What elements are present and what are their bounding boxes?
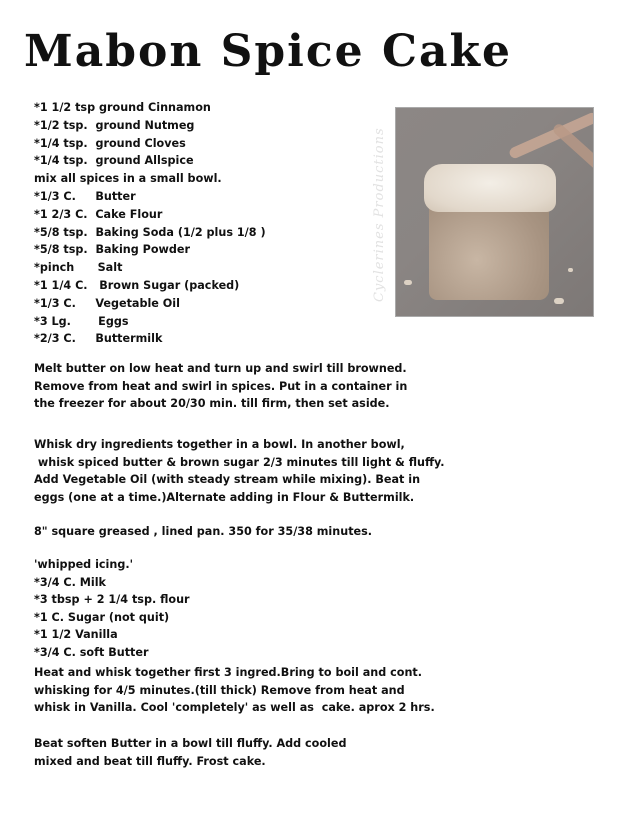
instruction-line: whisking for 4/5 minutes.(till thick) Remove from heat and xyxy=(34,683,405,697)
ingredient-item: *1/3 C. Vegetable Oil xyxy=(34,296,180,310)
icing-heading: 'whipped icing.' xyxy=(34,558,134,571)
ingredient-list xyxy=(34,99,384,348)
instruction-line: Whisk dry ingredients together in a bowl. In another bowl, xyxy=(34,438,405,451)
recipe-title: Mabon Spice Cake xyxy=(24,26,513,77)
icing-item: *3/4 C. Milk xyxy=(34,575,106,589)
instruction-line: mixed and beat till fluffy. Frost cake. xyxy=(34,754,266,768)
bake-instructions xyxy=(34,523,624,541)
icing-item: *1 C. Sugar (not quit) xyxy=(34,610,170,624)
photo-watermark: Cyclerines Productions xyxy=(372,127,387,303)
ingredient-note: mix all spices in a small bowl. xyxy=(34,172,222,186)
ingredient-item: *1/4 tsp. ground Allspice xyxy=(34,154,194,168)
ingredient-item: *1 2/3 C. Cake Flour xyxy=(34,207,163,221)
ingredient-item: *1 1/2 tsp ground Cinnamon xyxy=(34,101,211,114)
ingredient-item: *1/3 C. Butter xyxy=(34,189,136,203)
instruction-line: whisk spiced butter & brown sugar 2/3 minutes till light & fluffy. xyxy=(34,455,445,469)
cake-photo xyxy=(395,107,594,317)
icing-item: *3 tbsp + 2 1/4 tsp. flour xyxy=(34,593,190,607)
instruction-line: Add Vegetable Oil (with steady stream while mixing). Beat in xyxy=(34,473,421,487)
cake-slice xyxy=(429,200,549,300)
cake-frosting xyxy=(424,164,556,212)
crumb xyxy=(568,268,573,272)
ingredient-item: *1 1/4 C. Brown Sugar (packed) xyxy=(34,278,240,292)
instruction-line: Heat and whisk together first 3 ingred.Bring to boil and cont. xyxy=(34,666,423,679)
crumb xyxy=(404,280,412,285)
ingredient-item: *3 Lg. Eggs xyxy=(34,314,129,328)
icing-item: *3/4 C. soft Butter xyxy=(34,645,149,659)
batter-instructions xyxy=(34,436,624,506)
ingredient-item: *5/8 tsp. Baking Powder xyxy=(34,243,191,257)
frosting-steps xyxy=(34,735,624,770)
ingredient-item: *pinch Salt xyxy=(34,261,123,275)
ingredient-item: *2/3 C. Buttermilk xyxy=(34,332,163,346)
instruction-line: eggs (one at a time.)Alternate adding in Flour & Buttermilk. xyxy=(34,490,415,504)
instruction-line: Remove from heat and swirl in spices. Put in a container in xyxy=(34,379,408,393)
instruction-line: whisk in Vanilla. Cool 'completely' as well as cake. aprox 2 hrs. xyxy=(34,701,435,715)
instruction-line: 8" square greased , lined pan. 350 for 35/38 minutes. xyxy=(34,525,373,538)
butter-instructions xyxy=(34,360,624,413)
crumb xyxy=(554,298,564,304)
icing-ingredients xyxy=(34,556,190,662)
ingredient-item: *5/8 tsp. Baking Soda (1/2 plus 1/8 ) xyxy=(34,225,266,239)
ingredient-item: *1/4 tsp. ground Cloves xyxy=(34,136,186,150)
instruction-line: the freezer for about 20/30 min. till firm, then set aside. xyxy=(34,397,390,411)
ingredient-item: *1/2 tsp. ground Nutmeg xyxy=(34,118,195,132)
icing-steps xyxy=(34,664,624,717)
icing-item: *1 1/2 Vanilla xyxy=(34,628,118,642)
instruction-line: Beat soften Butter in a bowl till fluffy. Add cooled xyxy=(34,737,347,750)
instruction-line: Melt butter on low heat and turn up and swirl till browned. xyxy=(34,362,407,375)
